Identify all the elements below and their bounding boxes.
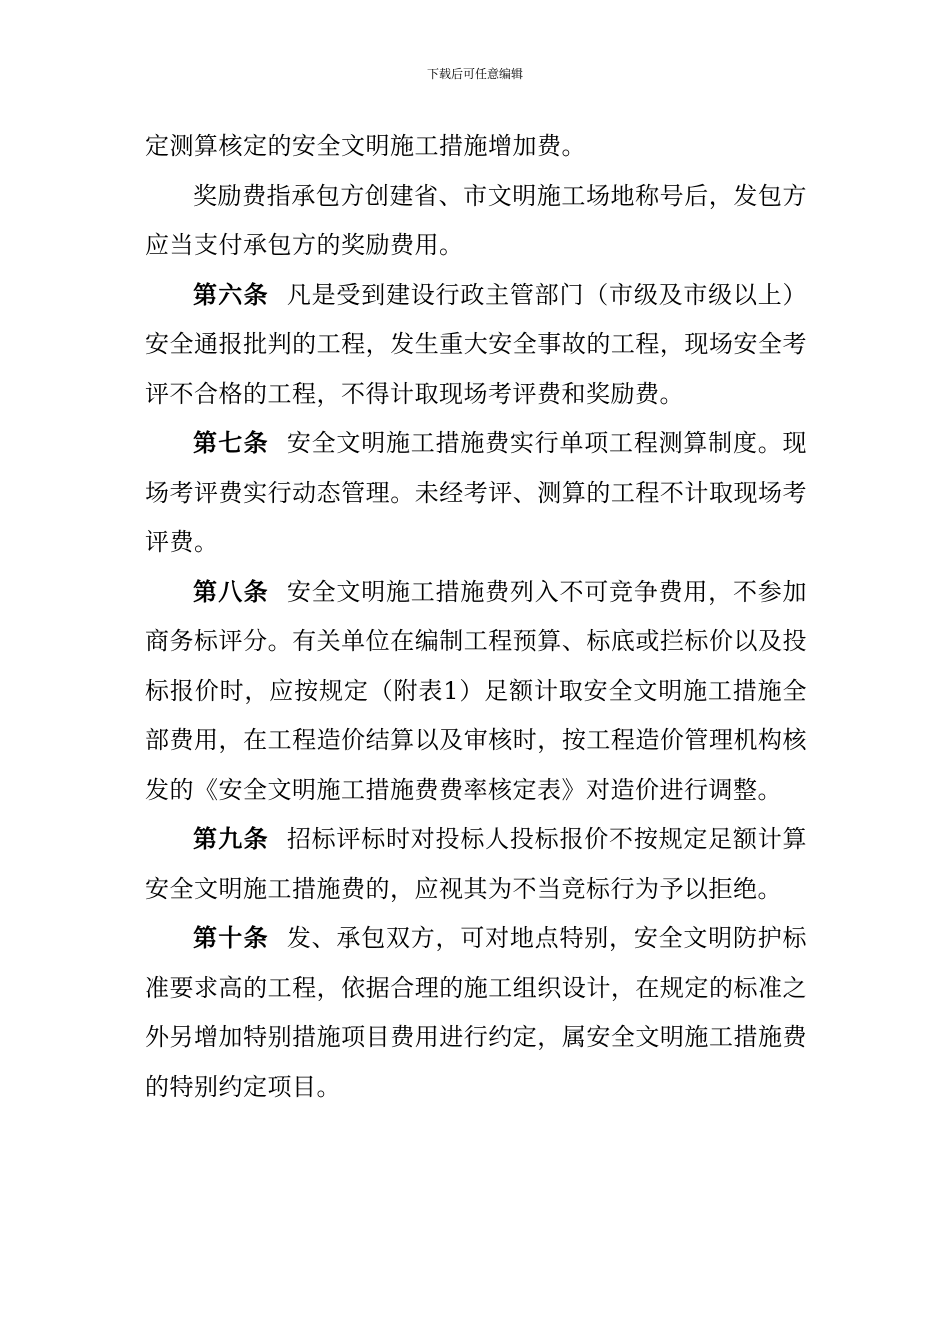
article-9-text: 招标评标时对投标人投标报价不按规定足额计算安全文明施工措施费的，应视其为不当竞标行为予以拒绝。 [145,825,808,903]
article-10-text: 发、承包双方，可对地点特别，安全文明防护标准要求高的工程，依据合理的施工组织设计，在规定的标准之外另增加特别措施项目费用进行约定，属安全文明施工措施费的特别约定项目。 [145,924,808,1101]
paragraph-continuation [145,122,807,172]
article-6-text: 凡是受到建设行政主管部门（市级及市级以上）安全通报批判的工程，发生重大安全事故的工程，现场安全考评不合格的工程，不得计取现场考评费和奖励费。 [145,280,808,408]
article-9 [145,815,807,914]
paragraph-text: 定测算核定的安全文明施工措施增加费。 [145,132,586,160]
document-body [145,122,807,1112]
paragraph-text: 奖励费指承包方创建省、市文明施工场地称号后，发包方应当支付承包方的奖励费用。 [145,181,807,259]
article-10 [145,914,807,1112]
article-8-text: 安全文明施工措施费列入不可竞争费用，不参加商务标评分。有关单位在编制工程预算、标底或拦标价以及投标报价时，应按规定（附表1）足额计取安全文明施工措施全部费用，在工程造价结算以及审核时，按工程造价管理机构核发的《安全文明施工措施费费率核定表》对造价进行调整。 [145,577,808,804]
paragraph-reward-fee [145,172,807,271]
article-6-label: 第六条 [193,280,269,309]
article-8-label: 第八条 [193,577,269,606]
article-9-label: 第九条 [193,825,269,853]
article-7 [145,419,807,568]
page-header-note: 下载后可任意编辑 [426,67,523,81]
article-7-text: 安全文明施工措施费实行单项工程测算制度。现场考评费实行动态管理。未经考评、测算的工程不计取现场考评费。 [145,429,808,556]
article-7-label: 第七条 [193,429,269,457]
article-8 [145,568,807,816]
article-10-label: 第十条 [193,924,269,952]
article-6 [145,271,807,420]
